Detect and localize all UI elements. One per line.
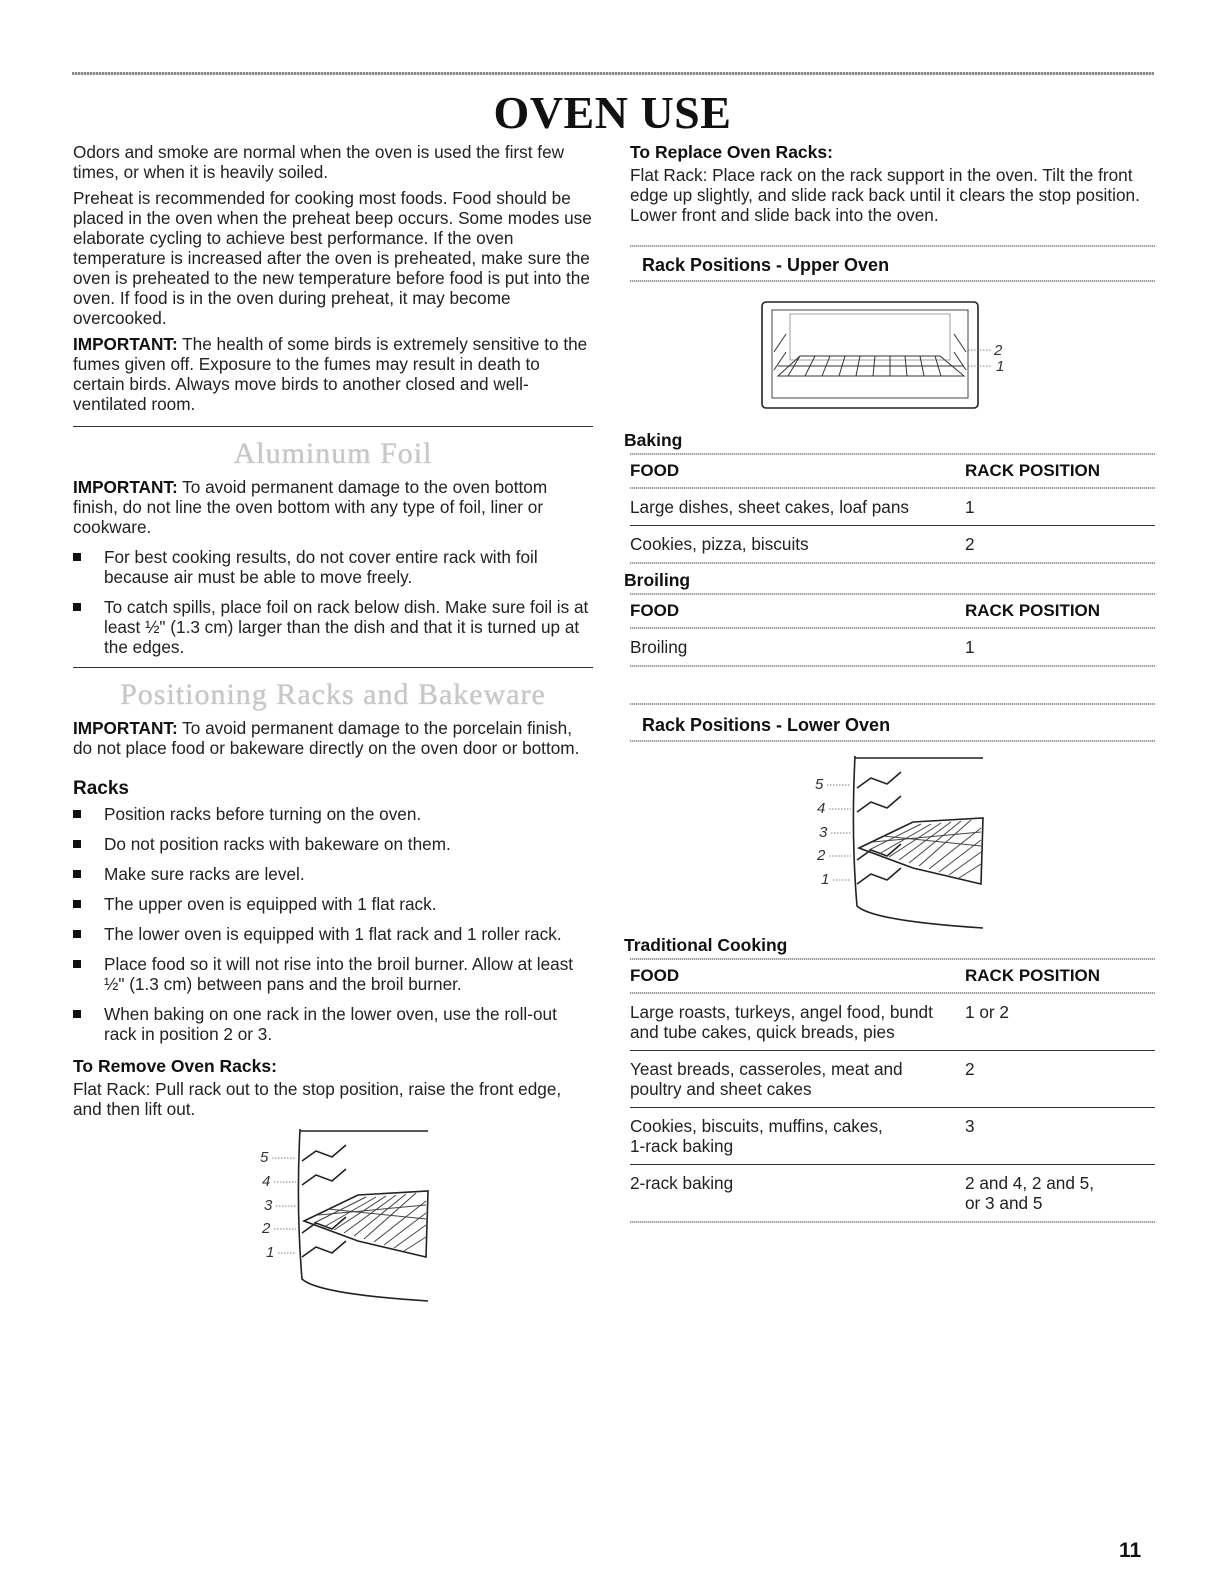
table-row bbox=[630, 994, 1155, 1051]
replace-racks-text: Flat Rack: Place rack on the rack support in the oven. Tilt the front edge up slightly, and slide rack back until it clears the stop position. Lower front and slide back into the oven. bbox=[630, 165, 1140, 225]
rack-cell: 1 or 2 bbox=[965, 1002, 1009, 1022]
rack-label-2: 2 bbox=[994, 342, 1003, 359]
rack-label-3: 3 bbox=[819, 824, 828, 841]
important-label: IMPORTANT: bbox=[73, 718, 178, 738]
page-number: 11 bbox=[1119, 1539, 1142, 1562]
rack-cell: 1 bbox=[965, 637, 975, 657]
intro-important bbox=[73, 334, 593, 414]
food-line: Large roasts, turkeys, angel food, bundt bbox=[630, 1002, 933, 1022]
food-cell: Broiling bbox=[630, 637, 688, 657]
rack-label-5: 5 bbox=[815, 776, 824, 793]
list-item: The upper oven is equipped with 1 flat rack. bbox=[73, 894, 593, 914]
food-cell: Large dishes, sheet cakes, loaf pans bbox=[630, 497, 909, 517]
rack-label-1: 1 bbox=[266, 1244, 275, 1261]
upper-oven-rack-diagram bbox=[760, 300, 1020, 418]
racks-bullets bbox=[73, 804, 593, 1044]
food-cell: 2-rack baking bbox=[630, 1173, 734, 1193]
col-food: FOOD bbox=[630, 966, 680, 985]
dotted-divider bbox=[630, 245, 1155, 247]
rack-cell: 2 bbox=[965, 1059, 975, 1079]
food-cell: Cookies, pizza, biscuits bbox=[630, 534, 809, 554]
dotted-divider bbox=[630, 740, 1155, 742]
col-food: FOOD bbox=[630, 461, 680, 480]
dotted-divider bbox=[630, 562, 1155, 564]
lower-oven-rack-diagram-left bbox=[258, 1129, 458, 1304]
rack-cell: 3 bbox=[965, 1116, 975, 1136]
list-item: Place food so it will not rise into the broil burner. Allow at least ½" (1.3 cm) between pans and the broil burner. bbox=[73, 954, 593, 994]
intro-paragraph-1: Odors and smoke are normal when the oven is used the first few times, or when it is heavily soiled. bbox=[73, 142, 565, 182]
food-cell bbox=[630, 1116, 965, 1156]
foil-important bbox=[73, 477, 593, 537]
food-line: and tube cakes, quick breads, pies bbox=[630, 1022, 895, 1042]
aluminum-foil-heading: Aluminum Foil bbox=[233, 437, 433, 470]
section-divider bbox=[73, 667, 593, 668]
table-row bbox=[630, 526, 1155, 562]
rack-label-4: 4 bbox=[817, 800, 826, 817]
list-item: For best cooking results, do not cover entire rack with foil because air must be able to move freely. bbox=[73, 547, 593, 587]
traditional-cooking-heading: Traditional Cooking bbox=[624, 935, 788, 955]
baking-table-header bbox=[630, 455, 1155, 487]
rack-cell bbox=[965, 1173, 1155, 1213]
rack-label-3: 3 bbox=[264, 1197, 273, 1214]
lower-oven-title: Rack Positions - Lower Oven bbox=[642, 715, 891, 735]
table-row bbox=[630, 1165, 1155, 1221]
col-food: FOOD bbox=[630, 601, 680, 620]
page-title: OVEN USE bbox=[493, 87, 732, 138]
dotted-divider bbox=[630, 703, 1155, 705]
baking-heading: Baking bbox=[624, 430, 683, 450]
rack-label-5: 5 bbox=[260, 1149, 269, 1166]
lower-oven-rack-diagram bbox=[813, 756, 1013, 931]
col-rack-position: RACK POSITION bbox=[965, 461, 1101, 480]
col-rack-position: RACK POSITION bbox=[965, 601, 1101, 620]
rack-label-2: 2 bbox=[262, 1220, 271, 1237]
traditional-table-header bbox=[630, 960, 1155, 992]
list-item: Make sure racks are level. bbox=[73, 864, 593, 884]
food-cell bbox=[630, 1059, 965, 1099]
important-text: To avoid permanent damage to the oven bottom finish, do not line the oven bottom with any type of foil, liner or cookware. bbox=[73, 477, 548, 537]
broiling-heading: Broiling bbox=[624, 570, 691, 590]
positioning-heading: Positioning Racks and Bakeware bbox=[120, 678, 546, 711]
food-cell bbox=[630, 1002, 965, 1042]
important-label: IMPORTANT: bbox=[73, 477, 178, 497]
table-row bbox=[630, 629, 1155, 665]
left-column bbox=[73, 142, 593, 1309]
rack-cell: 1 bbox=[965, 497, 975, 517]
dotted-divider bbox=[630, 280, 1155, 282]
intro-paragraph-2: Preheat is recommended for cooking most foods. Food should be placed in the oven when the preheat beep occurs. Some modes use elaborate cycling to achieve best performance. If the oven temperature is increased after the oven is preheated, make sure the oven is preheated to the new temperature before food is put into the oven. If food is in the oven during preheat, it may become overcooked. bbox=[73, 188, 592, 328]
foil-bullets bbox=[73, 547, 593, 657]
rack-cell: 2 bbox=[965, 534, 975, 554]
rack-label-4: 4 bbox=[262, 1173, 271, 1190]
important-text: The health of some birds is extremely sensitive to the fumes given off. Exposure to the fumes may result in death to certain birds. Always move birds to another closed and well-ventilated room. bbox=[73, 334, 588, 414]
food-line: Yeast breads, casseroles, meat and bbox=[630, 1059, 903, 1079]
important-label: IMPORTANT: bbox=[73, 334, 178, 354]
upper-oven-title: Rack Positions - Upper Oven bbox=[642, 255, 890, 275]
replace-racks-heading: To Replace Oven Racks: bbox=[630, 142, 833, 162]
racks-heading: Racks bbox=[73, 778, 129, 799]
food-line: poultry and sheet cakes bbox=[630, 1079, 812, 1099]
rack-label-2: 2 bbox=[817, 847, 826, 864]
food-line: Cookies, biscuits, muffins, cakes, bbox=[630, 1116, 883, 1136]
rack-label-1: 1 bbox=[996, 358, 1005, 375]
broiling-table-header bbox=[630, 595, 1155, 627]
table-row bbox=[630, 489, 1155, 526]
important-text: To avoid permanent damage to the porcelain finish, do not place food or bakeware directly on the oven door or bottom. bbox=[73, 718, 580, 758]
top-divider bbox=[72, 72, 1154, 75]
section-divider bbox=[73, 426, 593, 427]
list-item: Do not position racks with bakeware on them. bbox=[73, 834, 593, 854]
right-column bbox=[624, 142, 1155, 1223]
table-row bbox=[630, 1108, 1155, 1165]
rack-label-1: 1 bbox=[821, 871, 830, 888]
remove-racks-text: Flat Rack: Pull rack out to the stop position, raise the front edge, and then lift out. bbox=[73, 1079, 562, 1119]
rack-line: 2 and 4, 2 and 5, bbox=[965, 1173, 1095, 1193]
food-line: 1-rack baking bbox=[630, 1136, 734, 1156]
list-item: When baking on one rack in the lower oven, use the roll-out rack in position 2 or 3. bbox=[73, 1004, 593, 1044]
col-rack-position: RACK POSITION bbox=[965, 966, 1101, 985]
list-item: The lower oven is equipped with 1 flat rack and 1 roller rack. bbox=[73, 924, 593, 944]
dotted-divider bbox=[630, 665, 1155, 667]
dotted-divider bbox=[630, 1221, 1155, 1223]
list-item: Position racks before turning on the oven. bbox=[73, 804, 593, 824]
list-item: To catch spills, place foil on rack below dish. Make sure foil is at least ½" (1.3 cm) larger than the dish and that it is turned up at the edges. bbox=[73, 597, 593, 657]
rack-line: or 3 and 5 bbox=[965, 1193, 1043, 1213]
remove-racks-heading: To Remove Oven Racks: bbox=[73, 1056, 277, 1076]
table-row bbox=[630, 1051, 1155, 1108]
positioning-important bbox=[73, 718, 593, 758]
